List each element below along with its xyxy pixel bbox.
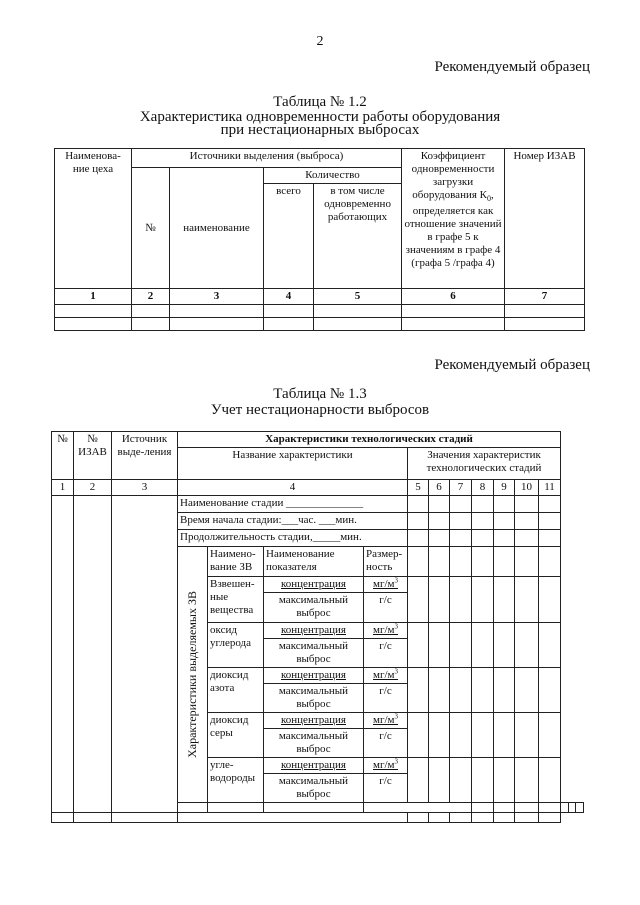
indicator-concentration: концентрация bbox=[264, 623, 364, 639]
indicator-concentration: концентрация bbox=[264, 713, 364, 729]
header-name: наименование bbox=[170, 168, 264, 289]
column-numbers-row bbox=[52, 480, 584, 496]
unit-max-emission: г/с bbox=[364, 729, 408, 758]
header-izav: № ИЗАВ bbox=[74, 432, 112, 480]
header-simultaneous: в том числе одновременно работающих bbox=[314, 184, 402, 289]
col-number: 8 bbox=[472, 480, 494, 496]
table-1-2-title: Таблица № 1.2 bbox=[273, 94, 367, 110]
col-number: 4 bbox=[178, 480, 408, 496]
col-number: 1 bbox=[55, 289, 132, 305]
col-number: 5 bbox=[314, 289, 402, 305]
indicator-concentration: концентрация bbox=[264, 758, 364, 774]
header-tech-stages: Характеристики технологических стадий bbox=[178, 432, 561, 448]
page-number: 2 bbox=[316, 34, 324, 49]
indicator-max-emission: максимальный выброс bbox=[264, 593, 364, 623]
table-row bbox=[55, 305, 585, 318]
col-number: 2 bbox=[132, 289, 170, 305]
unit-concentration: $мг/м^3$ bbox=[364, 668, 408, 684]
col-number: 1 bbox=[52, 480, 74, 496]
pollutant-name: угле-водороды bbox=[208, 758, 264, 803]
table-1-3-title: Таблица № 1.3 bbox=[273, 386, 367, 402]
sub-header-indicator: Наименование показателя bbox=[264, 547, 364, 577]
unit-max-emission: г/с bbox=[364, 774, 408, 803]
col-number: 5 bbox=[408, 480, 429, 496]
col-number: 10 bbox=[515, 480, 539, 496]
unit-concentration: $мг/м^3$ bbox=[364, 577, 408, 593]
col-number: 4 bbox=[264, 289, 314, 305]
indicator-max-emission: максимальный выброс bbox=[264, 639, 364, 668]
header-source: Источник выде-ления bbox=[112, 432, 178, 480]
col-number: 9 bbox=[494, 480, 515, 496]
pollutants-vertical-label: Характеристики выделяемых ЗВ bbox=[178, 547, 208, 803]
unit-concentration: $мг/м^3$ bbox=[364, 623, 408, 639]
stage-duration-label: Продолжительность стадии,_____мин. bbox=[178, 530, 408, 547]
header-quantity: Количество bbox=[264, 168, 402, 184]
header-coefficient: Коэффициент одновременности загрузки оборудования $К_0$, определяется как отношение значений в графе 5 к значениям в графе 4 (графа 5 /графа 4) bbox=[402, 149, 505, 289]
col-number: 6 bbox=[402, 289, 505, 305]
stage-name-label: Наименование стадии ______________ bbox=[178, 496, 408, 513]
sub-header-unit: Размер-ность bbox=[364, 547, 408, 577]
unit-max-emission: г/с bbox=[364, 593, 408, 623]
table-1-2 bbox=[54, 148, 585, 331]
pollutant-name: диоксид серы bbox=[208, 713, 264, 758]
indicator-max-emission: максимальный выброс bbox=[264, 729, 364, 758]
indicator-concentration: концентрация bbox=[264, 668, 364, 684]
unit-max-emission: г/с bbox=[364, 684, 408, 713]
table-1-2-subtitle-line1: Характеристика одновременности работы оборудования bbox=[139, 109, 501, 125]
unit-max-emission: г/с bbox=[364, 639, 408, 668]
col-number: 2 bbox=[74, 480, 112, 496]
column-numbers-row bbox=[55, 289, 585, 305]
table-row bbox=[52, 813, 584, 823]
indicator-concentration: концентрация bbox=[264, 577, 364, 593]
table-row bbox=[55, 318, 585, 331]
header-char-name: Название характеристики bbox=[178, 448, 408, 480]
recommended-sample-label: Рекомендуемый образец bbox=[434, 59, 590, 75]
col-number: 7 bbox=[505, 289, 585, 305]
table-1-3-subtitle: Учет нестационарности выбросов bbox=[210, 402, 430, 418]
header-total: всего bbox=[264, 184, 314, 289]
recommended-sample-label-2: Рекомендуемый образец bbox=[434, 357, 590, 373]
table-1-2-subtitle-line2: при нестационарных выбросах bbox=[220, 122, 420, 138]
header-char-values: Значения характеристик технологических стадий bbox=[408, 448, 561, 480]
col-number: 7 bbox=[450, 480, 472, 496]
header-number: № bbox=[132, 168, 170, 289]
header-izav: Номер ИЗАВ bbox=[505, 149, 585, 289]
unit-concentration: $мг/м^3$ bbox=[364, 713, 408, 729]
pollutant-name: диоксид азота bbox=[208, 668, 264, 713]
col-number: 3 bbox=[112, 480, 178, 496]
col-number: 6 bbox=[429, 480, 450, 496]
table-1-3 bbox=[51, 431, 584, 823]
pollutant-name: оксид углерода bbox=[208, 623, 264, 668]
col-number: 11 bbox=[539, 480, 561, 496]
pollutant-name: Взвешен-ные вещества bbox=[208, 577, 264, 623]
col-number: 3 bbox=[170, 289, 264, 305]
indicator-max-emission: максимальный выброс bbox=[264, 684, 364, 713]
table-row bbox=[52, 496, 584, 513]
unit-concentration: $мг/м^3$ bbox=[364, 758, 408, 774]
header-workshop: Наименова-ние цеха bbox=[55, 149, 132, 289]
indicator-max-emission: максимальный выброс bbox=[264, 774, 364, 803]
header-sources: Источники выделения (выброса) bbox=[132, 149, 402, 168]
sub-header-substance: Наимено-вание ЗВ bbox=[208, 547, 264, 577]
stage-start-label: Время начала стадии:___час. ___мин. bbox=[178, 513, 408, 530]
header-num: № bbox=[52, 432, 74, 480]
